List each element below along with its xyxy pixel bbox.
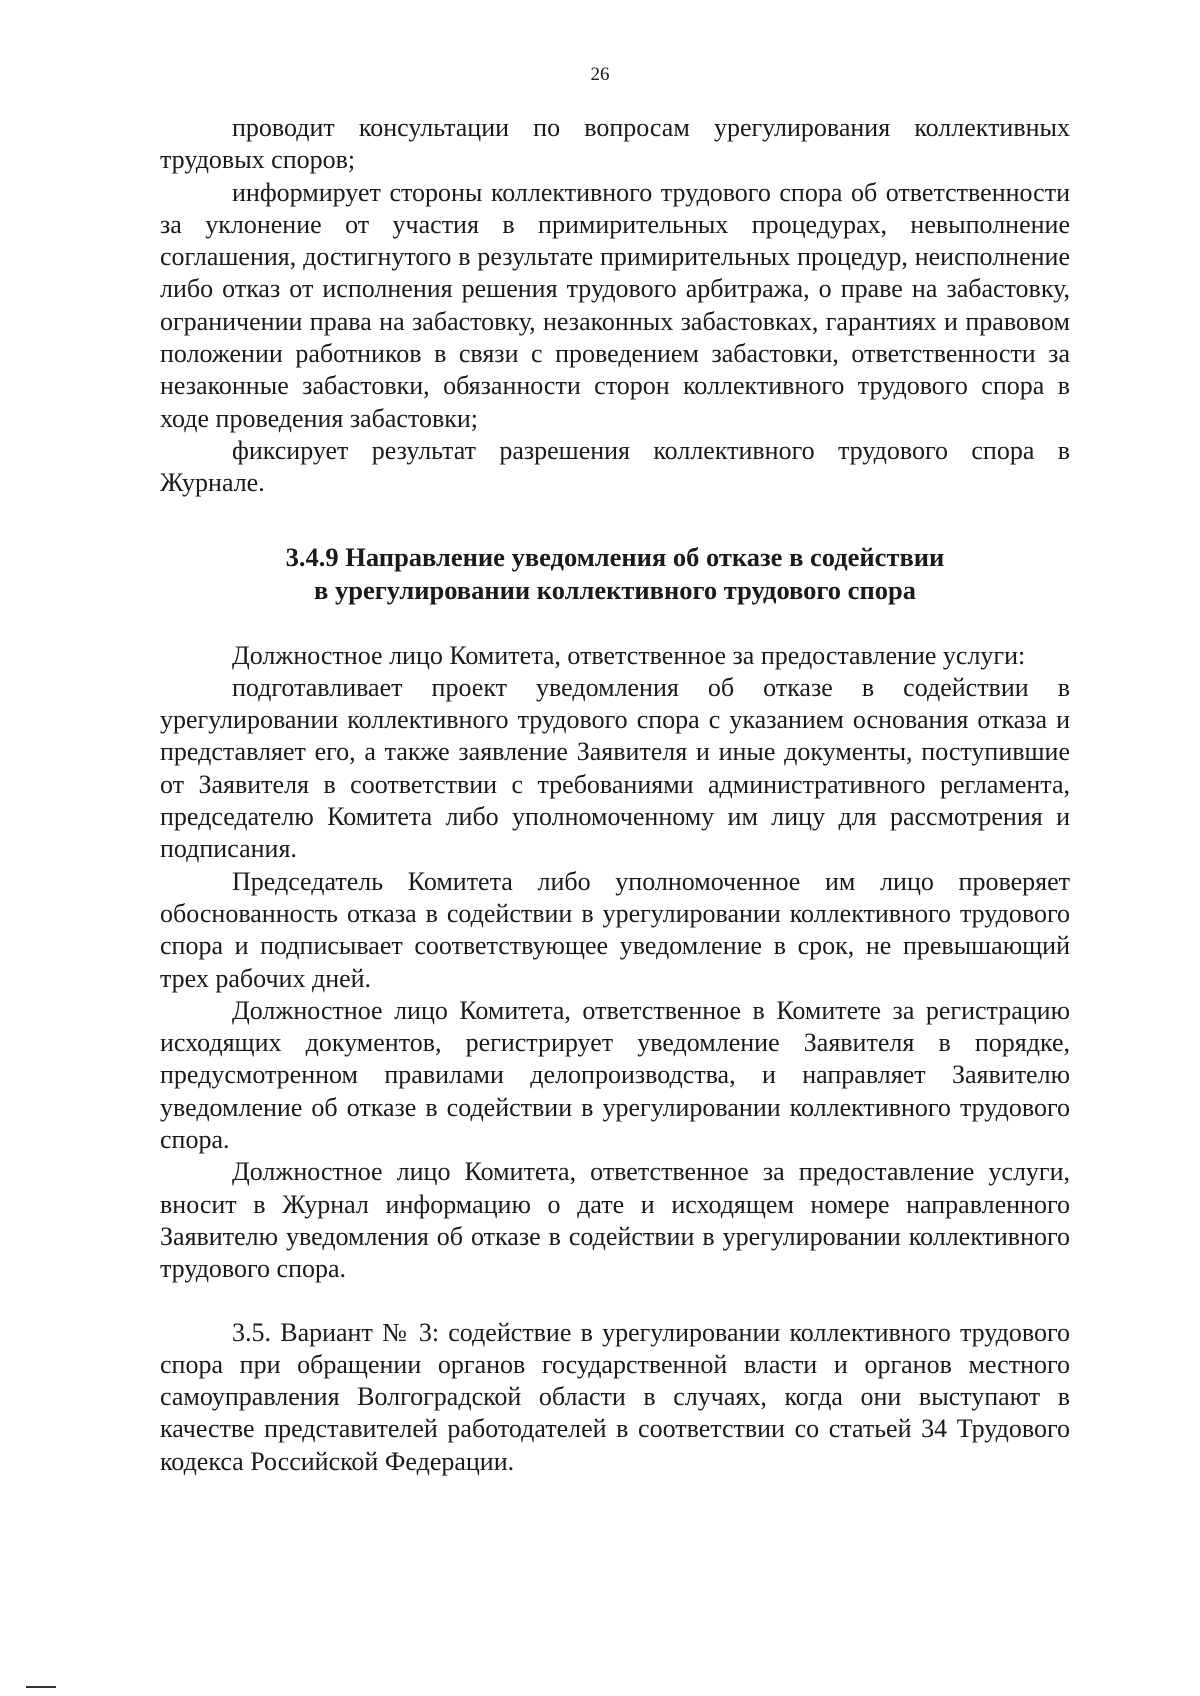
spacer — [160, 1286, 1070, 1317]
paragraph-records-result: фиксирует результат разрешения коллективного трудового спора в Журнале. — [160, 435, 1070, 498]
paragraph-registers-notice: Должностное лицо Комитета, ответственное в Комитете за регистрацию исходящих документов, регистрирует уведомление Заявителя в порядке, предусмотренном правилами делопроизводства, и направляет Заявителю уведомление об отказе в содействии в урегулировании коллективного трудового спора. — [160, 995, 1070, 1155]
spacer — [160, 607, 1070, 640]
section-heading — [160, 541, 1070, 607]
section-heading-line-2: в урегулировании коллективного трудового спора — [314, 574, 916, 605]
paragraph-chairman-checks: Председатель Комитета либо уполномоченное им лицо проверяет обоснованность отказа в содействии в урегулировании коллективного трудового спора и подписывает соответствующее уведомление в срок, не превышающий трех рабочих дней. — [160, 866, 1070, 993]
paragraph-responsible-official: Должностное лицо Комитета, ответственное за предоставление услуги: — [232, 640, 1026, 670]
paragraph-journal-entry: Должностное лицо Комитета, ответственное за предоставление услуги, вносит в Журнал информацию о дате и исходящем номере направленного Заявителю уведомления об отказе в содействии в урегулировании коллективного трудового спора. — [160, 1157, 1070, 1284]
paragraph-prepares-notice: подготавливает проект уведомления об отказе в содействии в урегулировании коллективного трудового спора с указанием основания отказа и представляет его, а также заявление Заявителя и иные документы, поступившие от Заявителя в соответствии с требованиями административного регламента, председателю Комитета либо уполномоченному им лицу для рассмотрения и подписания. — [160, 672, 1070, 864]
section-heading-line-1: 3.4.9 Направление уведомления об отказе в содействии — [285, 541, 945, 572]
paragraph-consultations: проводит консультации по вопросам урегулирования коллективных трудовых споров; — [160, 113, 1070, 175]
document-body — [160, 112, 1070, 1478]
page-number: 26 — [590, 64, 610, 85]
scan-mark — [26, 1686, 56, 1688]
paragraph-informs-parties: информирует стороны коллективного трудового спора об ответственности за уклонение от участия в примирительных процедурах, невыполнение соглашения, достигнутого в результате примирительных процедур, неисполнение либо отказ от исполнения решения трудового арбитража, о праве на забастовку, ограничении права на забастовку, незаконных забастовках, гарантиях и правовом положении работников в связи с проведением забастовки, ответственности за незаконные забастовки, обязанности сторон коллективного трудового спора в ходе проведения забастовки; — [160, 177, 1070, 433]
paragraph-variant-3: 3.5. Вариант № 3: содействие в урегулировании коллективного трудового спора при обращении органов государственной власти и органов местного самоуправления Волгоградской области в случаях, когда они выступают в качестве представителей работодателей в соответствии со статьей 34 Трудового кодекса Российской Федерации. — [160, 1317, 1070, 1476]
